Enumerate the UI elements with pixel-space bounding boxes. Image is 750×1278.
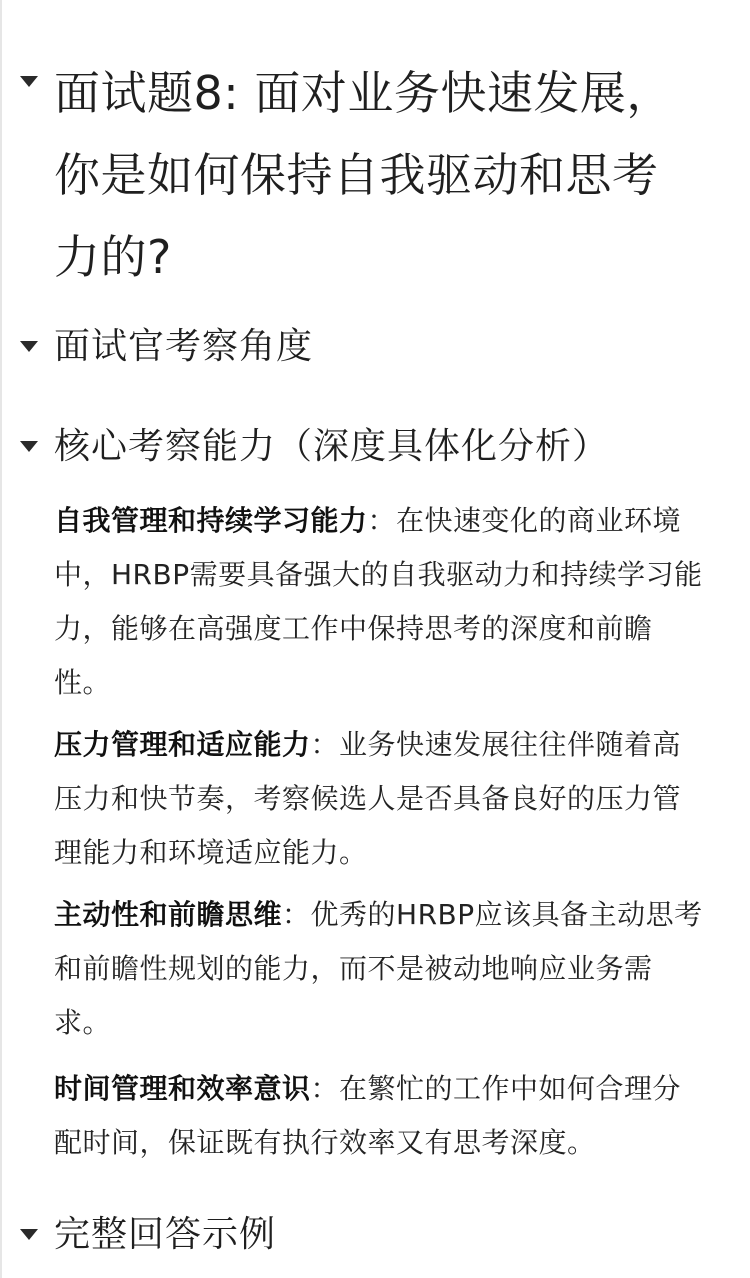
- ability-paragraph: [54, 888, 704, 1050]
- ability-paragraph: [54, 494, 704, 710]
- page-left-border: [0, 0, 2, 1278]
- toggle-interviewer-angle[interactable]: [20, 324, 720, 370]
- section-title-angle: 面试官考察角度: [54, 326, 314, 367]
- caret-down-icon[interactable]: [20, 341, 38, 352]
- caret-down-icon[interactable]: [20, 441, 38, 452]
- ability-label: 自我管理和持续学习能力: [54, 504, 368, 537]
- ability-paragraph: [54, 1062, 704, 1170]
- ability-text: ：优秀的HRBP应该具备主动思考和前瞻性规划的能力，而不是被动地响应业务需求。: [54, 898, 703, 1039]
- caret-down-icon[interactable]: [20, 76, 38, 87]
- ability-label: 主动性和前瞻思维: [54, 898, 283, 931]
- section-title-core: 核心考察能力（深度具体化分析）: [54, 426, 610, 467]
- ability-paragraph: [54, 718, 704, 880]
- section-title-example: 完整回答示例: [54, 1214, 277, 1255]
- question-title: 面试题8: 面对业务快速发展，你是如何保持自我驱动和思考力的?: [54, 66, 673, 284]
- toggle-core-abilities[interactable]: [20, 424, 720, 470]
- ability-text: ：在快速变化的商业环境中，HRBP需要具备强大的自我驱动力和持续学习能力，能够在高强度工作中保持思考的深度和前瞻性。: [54, 504, 703, 699]
- ability-text: ：业务快速发展往往伴随着高压力和快节奏，考察候选人是否具备良好的压力管理能力和环境适应能力。: [54, 728, 682, 869]
- question-toggle[interactable]: [20, 52, 720, 298]
- ability-label: 时间管理和效率意识: [54, 1072, 311, 1105]
- toggle-answer-example[interactable]: [20, 1212, 720, 1258]
- ability-label: 压力管理和适应能力: [54, 728, 311, 761]
- ability-text: ：在繁忙的工作中如何合理分配时间，保证既有执行效率又有思考深度。: [54, 1072, 682, 1159]
- caret-down-icon[interactable]: [20, 1229, 38, 1240]
